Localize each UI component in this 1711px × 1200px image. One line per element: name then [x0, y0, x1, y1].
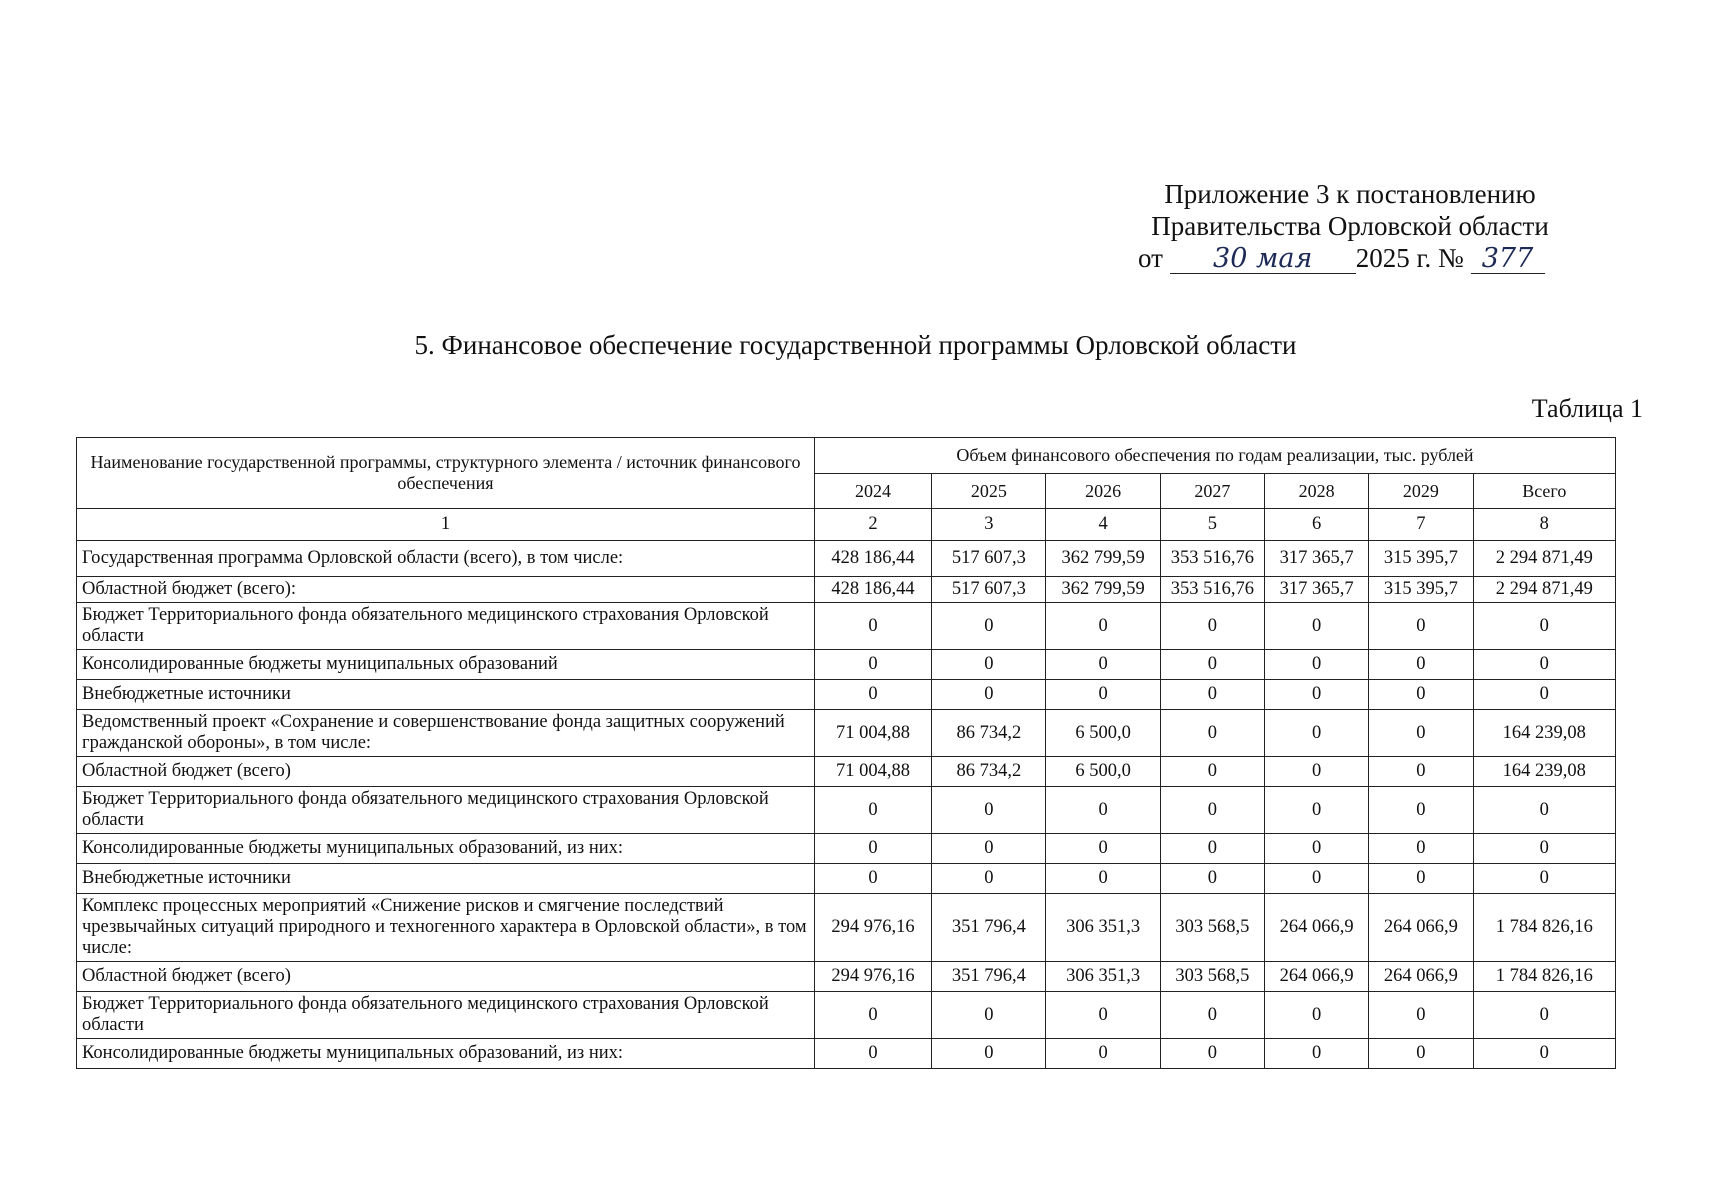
row-value: 0: [1265, 603, 1369, 650]
row-name: Бюджет Территориального фонда обязательного медицинского страхования Орловской области: [77, 787, 815, 834]
row-value: 0: [1473, 834, 1615, 864]
group-header: Объем финансового обеспечения по годам реализации, тыс. рублей: [814, 438, 1615, 474]
row-value: 294 976,16: [814, 894, 931, 962]
column-number: 1: [77, 509, 815, 541]
year-header: 2026: [1046, 474, 1160, 509]
row-value: 0: [1265, 1039, 1369, 1069]
table-row: [77, 834, 1616, 864]
column-number: 3: [932, 509, 1046, 541]
row-value: 1 784 826,16: [1473, 962, 1615, 992]
row-value: 428 186,44: [814, 577, 931, 603]
row-value: 0: [1473, 992, 1615, 1039]
row-value: 0: [814, 680, 931, 710]
row-value: 2 294 871,49: [1473, 577, 1615, 603]
year-header: 2028: [1265, 474, 1369, 509]
row-value: 0: [932, 680, 1046, 710]
table-row: [77, 894, 1616, 962]
from-label: от: [1138, 243, 1163, 273]
financing-table: [76, 437, 1616, 1069]
row-value: 303 568,5: [1160, 962, 1264, 992]
row-value: 0: [1265, 864, 1369, 894]
approval-block: [1130, 178, 1570, 274]
row-value: 0: [1265, 787, 1369, 834]
row-value: 0: [1473, 680, 1615, 710]
column-number: 8: [1473, 509, 1615, 541]
table-row: [77, 577, 1616, 603]
row-value: 0: [1265, 757, 1369, 787]
row-value: 0: [1046, 1039, 1160, 1069]
row-value: 0: [932, 603, 1046, 650]
row-name: Областной бюджет (всего):: [77, 577, 815, 603]
row-value: 0: [1160, 787, 1264, 834]
row-value: 0: [1265, 710, 1369, 757]
row-value: 0: [1160, 864, 1264, 894]
row-value: 264 066,9: [1369, 962, 1473, 992]
row-value: 1 784 826,16: [1473, 894, 1615, 962]
row-name: Бюджет Территориального фонда обязательного медицинского страхования Орловской области: [77, 603, 815, 650]
row-value: 0: [1160, 834, 1264, 864]
row-value: 0: [814, 787, 931, 834]
row-value: 351 796,4: [932, 894, 1046, 962]
row-value: 517 607,3: [932, 541, 1046, 577]
row-value: 0: [1369, 992, 1473, 1039]
row-value: 71 004,88: [814, 757, 931, 787]
table-row: [77, 603, 1616, 650]
row-value: 0: [814, 603, 931, 650]
row-value: 0: [1160, 680, 1264, 710]
year-header: 2024: [814, 474, 931, 509]
row-value: 0: [814, 1039, 931, 1069]
row-value: 0: [932, 650, 1046, 680]
row-value: 0: [814, 864, 931, 894]
row-value: 0: [1046, 603, 1160, 650]
name-column-header: Наименование государственной программы, структурного элемента / источник финансового обеспечения: [77, 438, 815, 509]
row-value: 0: [1265, 650, 1369, 680]
row-value: 86 734,2: [932, 710, 1046, 757]
row-value: 0: [1369, 680, 1473, 710]
table-row: [77, 541, 1616, 577]
table-row: [77, 1039, 1616, 1069]
row-value: 0: [1265, 680, 1369, 710]
row-value: 0: [1369, 650, 1473, 680]
row-value: 0: [1369, 710, 1473, 757]
column-number: 7: [1369, 509, 1473, 541]
row-value: 0: [1160, 992, 1264, 1039]
row-name: Ведомственный проект «Сохранение и совершенствование фонда защитных сооружений гражданской обороны», в том числе:: [77, 710, 815, 757]
row-value: 315 395,7: [1369, 541, 1473, 577]
row-value: 264 066,9: [1265, 894, 1369, 962]
row-value: 0: [1160, 757, 1264, 787]
year-header: 2029: [1369, 474, 1473, 509]
column-number-row: [77, 509, 1616, 541]
row-value: 351 796,4: [932, 962, 1046, 992]
column-number: 6: [1265, 509, 1369, 541]
row-value: 264 066,9: [1265, 962, 1369, 992]
row-value: 428 186,44: [814, 541, 931, 577]
row-value: 517 607,3: [932, 577, 1046, 603]
row-value: 0: [1473, 650, 1615, 680]
table-row: [77, 864, 1616, 894]
table-row: [77, 787, 1616, 834]
handwritten-number: 377: [1471, 245, 1545, 274]
row-value: 353 516,76: [1160, 577, 1264, 603]
row-value: 0: [1369, 787, 1473, 834]
row-value: 0: [1046, 650, 1160, 680]
approval-line-1: Приложение 3 к постановлению: [1164, 179, 1536, 209]
row-value: 0: [1265, 834, 1369, 864]
row-value: 306 351,3: [1046, 962, 1160, 992]
column-number: 5: [1160, 509, 1264, 541]
row-value: 86 734,2: [932, 757, 1046, 787]
row-value: 0: [932, 1039, 1046, 1069]
table-label: Таблица 1: [1531, 394, 1643, 423]
row-value: 6 500,0: [1046, 757, 1160, 787]
row-value: 306 351,3: [1046, 894, 1160, 962]
row-value: 0: [1046, 864, 1160, 894]
year-text: 2025 г. №: [1355, 243, 1464, 273]
row-name: Бюджет Территориального фонда обязательного медицинского страхования Орловской области: [77, 992, 815, 1039]
row-value: 317 365,7: [1265, 541, 1369, 577]
row-value: 0: [932, 864, 1046, 894]
row-name: Областной бюджет (всего): [77, 962, 815, 992]
row-value: 0: [1265, 992, 1369, 1039]
table-row: [77, 992, 1616, 1039]
row-value: 315 395,7: [1369, 577, 1473, 603]
row-value: 0: [1046, 680, 1160, 710]
row-name: Государственная программа Орловской области (всего), в том числе:: [77, 541, 815, 577]
table-row: [77, 710, 1616, 757]
row-name: Внебюджетные источники: [77, 680, 815, 710]
row-value: 0: [1369, 864, 1473, 894]
row-name: Областной бюджет (всего): [77, 757, 815, 787]
row-value: 0: [814, 650, 931, 680]
row-value: 362 799,59: [1046, 541, 1160, 577]
row-value: 264 066,9: [1369, 894, 1473, 962]
approval-line-2: Правительства Орловской области: [1151, 211, 1549, 241]
table-row: [77, 757, 1616, 787]
year-header: 2025: [932, 474, 1046, 509]
row-value: 164 239,08: [1473, 710, 1615, 757]
row-value: 0: [1369, 603, 1473, 650]
row-name: Консолидированные бюджеты муниципальных образований, из них:: [77, 834, 815, 864]
row-value: 294 976,16: [814, 962, 931, 992]
table-row: [77, 962, 1616, 992]
section-title: 5. Финансовое обеспечение государственной программы Орловской области: [414, 330, 1297, 360]
row-value: 0: [814, 834, 931, 864]
row-value: 0: [1473, 603, 1615, 650]
row-value: 303 568,5: [1160, 894, 1264, 962]
row-value: 353 516,76: [1160, 541, 1264, 577]
row-value: 0: [1473, 864, 1615, 894]
row-value: 0: [814, 992, 931, 1039]
table-row: [77, 650, 1616, 680]
row-value: 362 799,59: [1046, 577, 1160, 603]
row-value: 0: [1046, 992, 1160, 1039]
row-value: 0: [1369, 834, 1473, 864]
row-value: 164 239,08: [1473, 757, 1615, 787]
year-header: 2027: [1160, 474, 1264, 509]
row-value: 6 500,0: [1046, 710, 1160, 757]
row-value: 2 294 871,49: [1473, 541, 1615, 577]
row-value: 0: [932, 787, 1046, 834]
row-value: 0: [1369, 1039, 1473, 1069]
row-value: 0: [1046, 787, 1160, 834]
row-value: 0: [1473, 787, 1615, 834]
row-value: 0: [1160, 1039, 1264, 1069]
row-value: 317 365,7: [1265, 577, 1369, 603]
table-body: [77, 541, 1616, 1069]
handwritten-date: 30 мая: [1170, 245, 1356, 274]
row-name: Комплекс процессных мероприятий «Снижение рисков и смягчение последствий чрезвычайных ситуаций природного и техногенного характера в Орловской области», в том числе:: [77, 894, 815, 962]
row-value: 0: [1160, 650, 1264, 680]
row-value: 0: [932, 834, 1046, 864]
row-name: Консолидированные бюджеты муниципальных образований: [77, 650, 815, 680]
column-number: 4: [1046, 509, 1160, 541]
table-row: [77, 680, 1616, 710]
approval-line-3: [1130, 242, 1570, 274]
row-value: 0: [1046, 834, 1160, 864]
row-name: Внебюджетные источники: [77, 864, 815, 894]
row-value: 0: [1369, 757, 1473, 787]
column-number: 2: [814, 509, 931, 541]
row-value: 71 004,88: [814, 710, 931, 757]
row-value: 0: [1160, 603, 1264, 650]
row-name: Консолидированные бюджеты муниципальных образований, из них:: [77, 1039, 815, 1069]
row-value: 0: [932, 992, 1046, 1039]
row-value: 0: [1160, 710, 1264, 757]
row-value: 0: [1473, 1039, 1615, 1069]
year-header: Всего: [1473, 474, 1615, 509]
